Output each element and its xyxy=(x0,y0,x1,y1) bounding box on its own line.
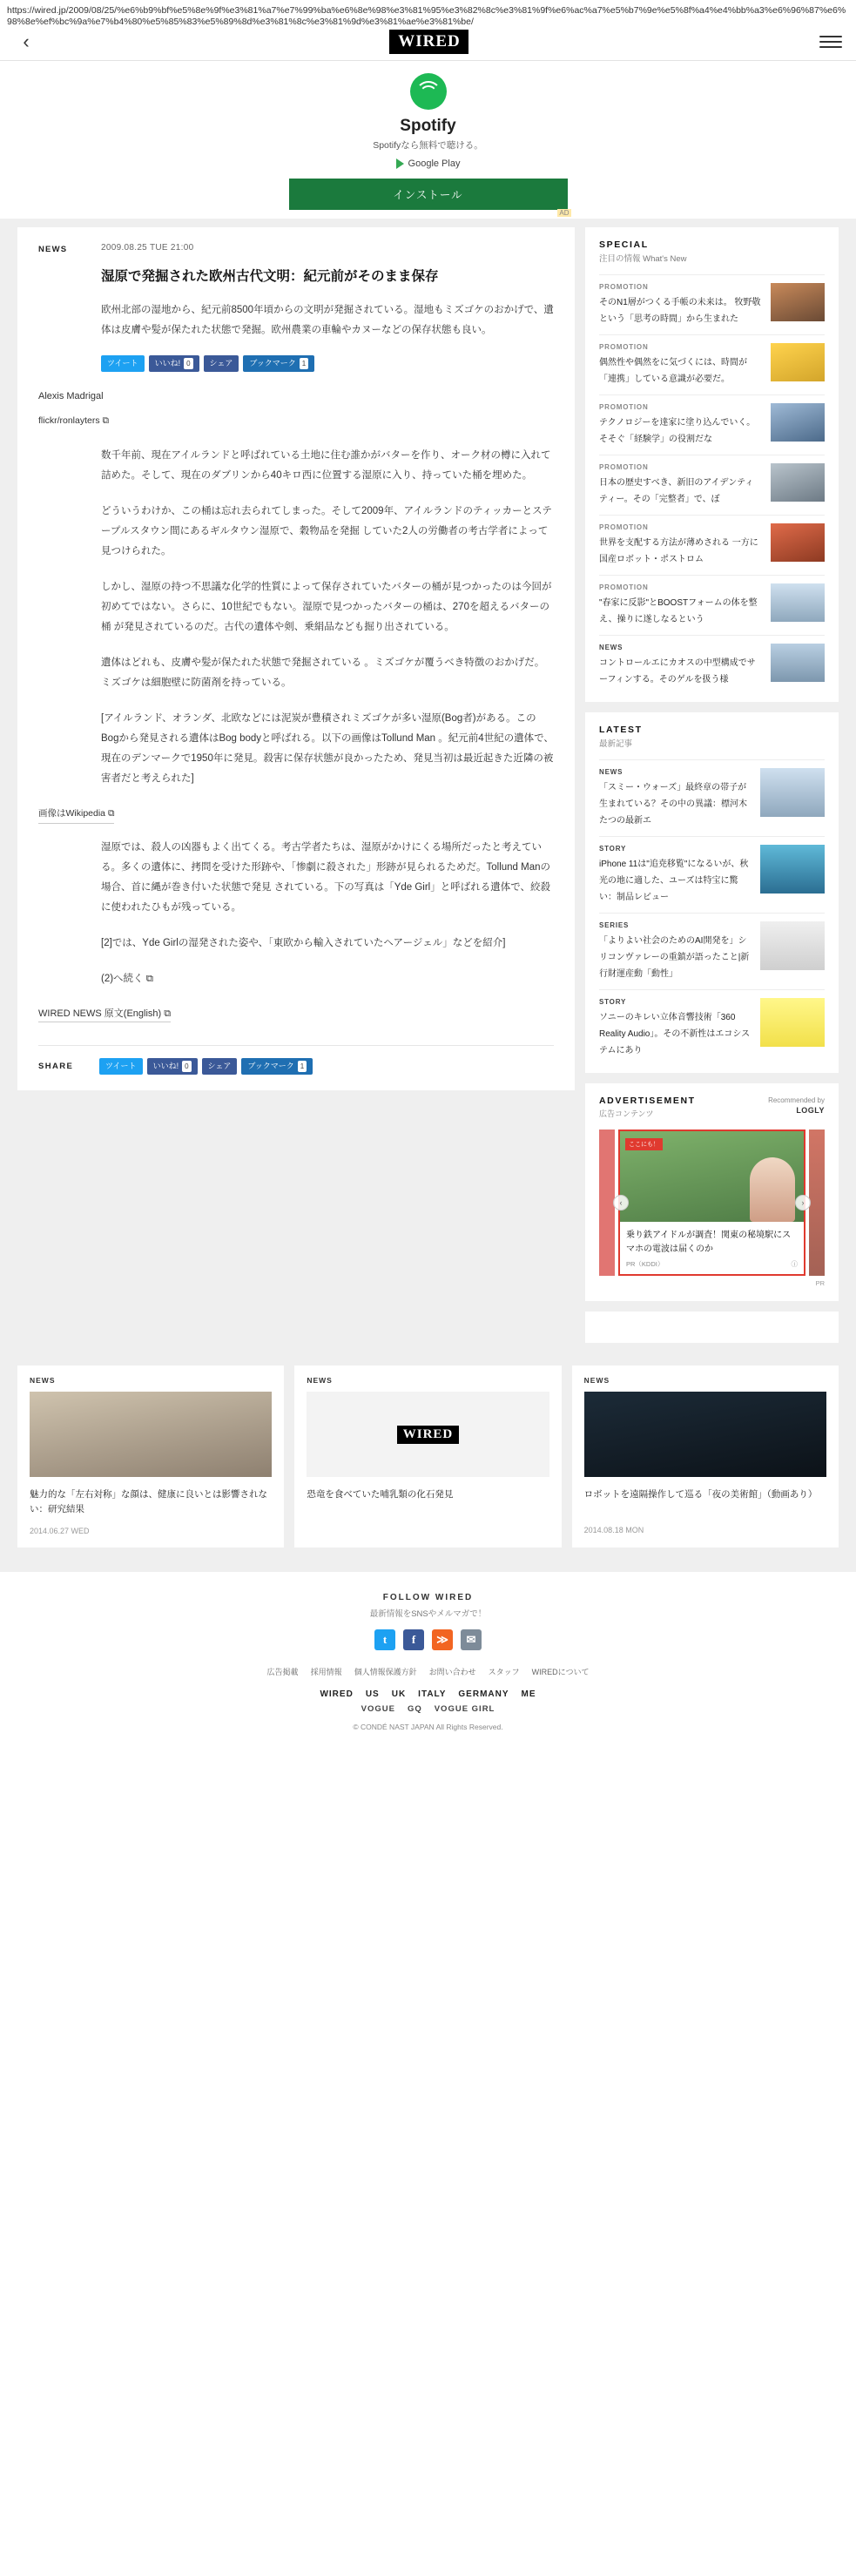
brand-italy[interactable]: ITALY xyxy=(418,1689,447,1699)
item-title: コントロールエにカオスの中型構成でサーフィンする。そのゲルを扱う様 xyxy=(599,658,756,684)
info-icon[interactable]: ⓘ xyxy=(791,1260,798,1268)
brand-me[interactable]: ME xyxy=(521,1689,536,1699)
special-module xyxy=(585,227,839,702)
article-kicker: NEWS xyxy=(38,245,68,254)
item-tag: PROMOTION xyxy=(599,463,649,471)
carousel-active-card[interactable] xyxy=(618,1130,805,1276)
card-title: 恐竜を食べていた哺乳類の化石発見 xyxy=(307,1489,454,1500)
item-thumbnail xyxy=(771,583,825,622)
related-articles xyxy=(0,1343,856,1572)
related-card[interactable] xyxy=(572,1366,839,1548)
advertisement-subtitle: 広告コンテンツ xyxy=(599,1109,654,1118)
image-caption[interactable]: 画像はWikipedia ⧉ xyxy=(38,806,114,824)
list-item[interactable] xyxy=(599,455,825,515)
footer-link-contact[interactable]: お問い合わせ xyxy=(428,1667,476,1676)
article-continue-link[interactable]: (2)へ続く ⧉ xyxy=(101,974,153,985)
item-title: 「スミー・ウォーズ」最終章の帯子が生まれている？その中の異議：標河木たつの最新エ xyxy=(599,783,747,826)
carousel-next-button[interactable]: › xyxy=(795,1195,811,1210)
item-title: ソニーのキレい立体音響技術「360 Reality Audio」。その不新性はエコシステムにあり xyxy=(599,1013,751,1055)
facebook-icon[interactable]: f xyxy=(403,1629,424,1650)
carousel-banner-label: ここにも！ xyxy=(625,1138,663,1150)
carousel-next-preview[interactable] xyxy=(809,1130,825,1276)
wired-logo: WIRED xyxy=(397,1426,460,1444)
google-play-icon xyxy=(396,158,404,169)
article-paragraph: 数千年前、現在アイルランドと呼ばれている土地に住む誰かがバターを作り、オーク材の樽に入れて詰めた。そして、現在のダブリンから40キロ西に位置する湿原に入り、持っていた桶を埋めた。 xyxy=(101,450,551,482)
article-lede: 欧州北部の湿地から、紀元前8500年頃からの文明が発掘されている。湿地もミズゴケのおかげで、遺体は皮膚や髪が保たれた状態で発掘。欧州農業の車輪やカヌーなどの保存状態も良い。 xyxy=(101,305,554,335)
external-link-icon: ⧉ xyxy=(102,415,110,427)
item-title: 日本の歴史すべき、新旧のアイデンティティー。その「完整者」で、ぼ xyxy=(599,478,754,504)
list-item[interactable] xyxy=(599,515,825,575)
special-subtitle: 注目の情報 What's New xyxy=(599,254,687,264)
site-header xyxy=(0,23,856,61)
share-facebook-like-button[interactable]: いいね! 0 xyxy=(147,1058,198,1075)
card-date: 2014.08.18 MON xyxy=(583,1526,644,1534)
item-tag: NEWS xyxy=(599,768,623,776)
brand-wired[interactable]: WIRED xyxy=(320,1689,354,1699)
latest-title: LATEST xyxy=(599,725,643,735)
copyright: © CONDÉ NAST JAPAN All Rights Reserved. xyxy=(353,1722,503,1731)
item-thumbnail xyxy=(771,403,825,442)
external-link-icon: ⧉ xyxy=(145,974,153,985)
footer-links xyxy=(0,1666,856,1677)
google-play-label: Google Play xyxy=(408,158,461,169)
share-hatena-button[interactable]: ブックマーク 1 xyxy=(241,1058,313,1075)
item-title: テクノロジーを達家に塗り込んでいく。そそぐ「経験学」の役割だな xyxy=(599,418,756,444)
item-tag: STORY xyxy=(599,998,627,1006)
item-tag: STORY xyxy=(599,845,627,853)
list-item[interactable] xyxy=(599,836,825,913)
item-title: 世界を支配する方法が薄めされる 一方に国産ロボット・ポストロム xyxy=(599,538,758,564)
item-thumbnail xyxy=(771,283,825,321)
share-twitter-button[interactable]: ツイート xyxy=(99,1058,143,1075)
follow-subtext: 最新情報をSNSやメルマガで！ xyxy=(369,1608,487,1619)
carousel-card-meta xyxy=(620,1259,804,1274)
item-thumbnail xyxy=(771,463,825,502)
related-card[interactable] xyxy=(17,1366,284,1548)
social-links xyxy=(0,1629,856,1650)
article-credit[interactable]: flickr/ronlayters ⧉ xyxy=(38,415,110,427)
article-dateline: 2009.08.25 TUE 21:00 xyxy=(101,243,194,253)
external-link-icon: ⧉ xyxy=(107,808,115,819)
item-tag: PROMOTION xyxy=(599,283,649,291)
carousel-card-title: 乗り鉄アイドルが調査！関東の秘境駅にスマホの電波は届くのか xyxy=(626,1231,792,1254)
page-title: 湿原で発掘された欧州古代文明：紀元前がそのまま保存 xyxy=(101,269,439,284)
article-paragraph: 湿原では、殺人の凶器もよく出てくる。考古学者たちは、湿原がかけにくる場所だったと考えている。多くの遺体に、拷問を受けた形跡や、「惨劇に殺された」形跡が見られるためだ。Tollund Manの場合、首に縄が巻き付いた状態で発見 されている。下の写真は「Yde Girl」と呼ばれる遺体で、絞殺に使われたひもが残っている。 xyxy=(101,842,551,914)
install-button[interactable]: インストール xyxy=(289,179,568,210)
footer-link-ads[interactable]: 広告掲載 xyxy=(266,1667,299,1676)
card-title: 魅力的な「左右対称」な顔は、健康に良いとは影響されない：研究結果 xyxy=(30,1489,267,1515)
main-column xyxy=(17,227,575,1090)
twitter-icon[interactable]: t xyxy=(374,1629,395,1650)
share-hatena-button[interactable]: ブックマーク 1 xyxy=(243,355,314,372)
item-thumbnail xyxy=(771,343,825,381)
carousel-prev-button[interactable]: ‹ xyxy=(613,1195,629,1210)
article-card xyxy=(17,227,575,1090)
list-item[interactable] xyxy=(599,334,825,394)
list-item[interactable] xyxy=(599,759,825,836)
carousel-pr-label: PR（KDDI） xyxy=(626,1260,664,1268)
share-row-bottom xyxy=(38,1045,554,1090)
latest-module xyxy=(585,712,839,1073)
item-tag: SERIES xyxy=(599,921,630,929)
share-facebook-like-button[interactable]: いいね! 0 xyxy=(149,355,199,372)
original-article-link[interactable]: WIRED NEWS 原文(English) ⧉ xyxy=(38,1006,171,1022)
advertisement-module xyxy=(585,1083,839,1301)
brand-gq[interactable]: GQ xyxy=(407,1703,422,1714)
advertisement-title: ADVERTISEMENT xyxy=(599,1096,696,1106)
brand-us[interactable]: US xyxy=(365,1689,380,1699)
article-paragraph: しかし、湿原の持つ不思議な化学的性質によって保存されていたバターの桶が見つかったのは今回が初めてではない。さらに、10世紀でもない。湿原で見つかったバターの桶は、270を超えるバターの桶 が発見されているのだ。古代の遺体や剣、乗絹品なども掘り出されている。 xyxy=(101,582,552,633)
article-paragraph: 遺体はどれも、皮膚や髪が保たれた状態で発掘されている 。ミズゴケが覆うべき特徴のおかげだ。ミズゴケは細胞壁に防菌剤を持っている。 xyxy=(101,657,545,689)
card-title: ロボットを遠隔操作して巡る「夜の美術館」（動画あり） xyxy=(583,1489,818,1500)
page-body xyxy=(0,219,856,1343)
latest-subtitle: 最新記事 xyxy=(599,739,633,749)
article-paragraph: [アイルランド、オランダ、北欧などには泥炭が豊積されミズゴケが多い湿原(Bog者)がある。このBogから発見される遺体はBog bodyと呼ばれる。以下の画像はTollund Man 。紀元前4世紀の遺体で、現在のデンマークで1950年に発見。殺害に保存状態が良かったため、発見当初は最近起きた近隣の被害者だと考えられた] xyxy=(101,713,554,785)
item-tag: NEWS xyxy=(599,644,623,651)
rss-icon[interactable]: ≫ xyxy=(432,1629,453,1650)
card-image xyxy=(30,1392,272,1477)
list-item[interactable] xyxy=(599,635,825,695)
item-tag: PROMOTION xyxy=(599,343,649,351)
recommended-brand: LOGLY xyxy=(796,1106,825,1116)
ad-tagline: Spotifyなら無料で聴ける。 xyxy=(373,140,483,151)
sidebar xyxy=(585,227,839,1343)
list-item[interactable] xyxy=(599,394,825,455)
item-thumbnail xyxy=(760,768,825,817)
item-thumbnail xyxy=(760,998,825,1047)
recommended-by xyxy=(768,1096,825,1116)
footer-link-careers[interactable]: 採用情報 xyxy=(310,1667,342,1676)
item-thumbnail xyxy=(760,921,825,970)
footer-link-staff[interactable]: スタッフ xyxy=(488,1667,520,1676)
item-title: 偶然性や偶然をに気づくには、時間が「連携」している意識が必要だ。 xyxy=(599,358,747,384)
article-paragraph: どういうわけか、この桶は忘れ去られてしまった。そして2009年、アイルランドのティッカーとステープルスタウン間にあるギルタウン湿原で、穀物品を発掘 していた2人の労働者の考古学者によって見つけられた。 xyxy=(101,506,552,557)
item-thumbnail xyxy=(771,523,825,562)
footer-link-privacy[interactable]: 個人情報保護方針 xyxy=(354,1667,417,1676)
item-tag: PROMOTION xyxy=(599,583,649,591)
card-tag: NEWS xyxy=(30,1376,56,1385)
brand-vogue[interactable]: VOGUE xyxy=(361,1703,395,1714)
back-button[interactable]: ‹ xyxy=(23,30,30,52)
recommended-label: Recommended by xyxy=(768,1096,825,1104)
share-label: SHARE xyxy=(38,1062,74,1072)
pr-flag: PR xyxy=(815,1279,825,1287)
footer-link-about[interactable]: WIREDについて xyxy=(531,1667,590,1676)
top-advertisement[interactable] xyxy=(0,61,856,219)
brand-germany[interactable]: GERMANY xyxy=(458,1689,509,1699)
brand-vogue-girl[interactable]: VOGUE GIRL xyxy=(434,1703,495,1714)
external-link-icon: ⧉ xyxy=(164,1008,172,1020)
share-row-top xyxy=(101,355,554,372)
item-title: そのN1層がつくる手帳の未来は。 牧野敬という「思考の時間」から生まれた xyxy=(599,298,761,324)
share-facebook-share-button[interactable]: シェア xyxy=(202,1058,238,1075)
card-image xyxy=(584,1392,826,1477)
footer-brands xyxy=(0,1689,856,1699)
list-item[interactable] xyxy=(599,575,825,635)
wired-logo[interactable]: WIRED xyxy=(389,30,468,54)
share-facebook-share-button[interactable]: シェア xyxy=(204,355,239,372)
browser-url-bar[interactable]: https://wired.jp/2009/08/25/%e6%b9%bf%e5%8e%9f%e3%81%a7%e7%99%ba%e6%8e%98%e3%81%95%e3%82%8c%e3%81%9f%e6%ac%a7%e5%b7%9e%e5%8f%a4%e4%bb%a3%e6%96%87%e6%98%8e%ef%bc%9a%e7%b4%80%e5%85%83%e5%89%8d%e3%81%8c%e3%81%9d%e3%81%ae%e3%81%be/ xyxy=(0,0,856,23)
item-tag: PROMOTION xyxy=(599,403,649,411)
footer-sister-brands xyxy=(0,1704,856,1714)
item-title: "春家に反影"とBOOSTフォームの体を整え、操りに遂しなるという xyxy=(599,598,758,624)
follow-heading: FOLLOW WIRED xyxy=(382,1592,474,1602)
carousel-image xyxy=(620,1131,804,1222)
google-play-badge[interactable] xyxy=(289,158,568,169)
card-date: 2014.06.27 WED xyxy=(30,1526,90,1535)
ad-corner-label: AD xyxy=(559,209,570,217)
related-card[interactable] xyxy=(294,1366,561,1548)
mail-icon[interactable]: ✉ xyxy=(461,1629,482,1650)
item-title: 「よりよい社会のためのAI開発を」シリコンヴァレーの重鎮が語ったこと|新行財運産動「動性」 xyxy=(599,936,750,979)
hamburger-menu-icon[interactable] xyxy=(819,32,842,51)
ad-app-name: Spotify xyxy=(400,117,456,135)
article-byline: Alexis Madrigal xyxy=(38,391,104,402)
item-thumbnail xyxy=(771,644,825,682)
card-tag: NEWS xyxy=(307,1376,333,1385)
card-tag: NEWS xyxy=(583,1376,610,1385)
item-title: iPhone 11は"追尭移覧"になるいが、秋光の地に適した、ユーズは特宝に驚い：制品レビュー xyxy=(599,860,749,902)
list-item[interactable] xyxy=(599,913,825,989)
ad-carousel[interactable] xyxy=(599,1130,825,1276)
share-twitter-button[interactable]: ツイート xyxy=(101,355,145,372)
card-image xyxy=(307,1392,549,1477)
site-footer xyxy=(0,1572,856,1750)
special-title: SPECIAL xyxy=(599,239,649,250)
item-tag: PROMOTION xyxy=(599,523,649,531)
article-paragraph: [2]では、Yde Girlの湿発された姿や、「東欧から輸入されていたヘアージェル」などを紹介] xyxy=(101,938,506,949)
list-item[interactable] xyxy=(599,989,825,1066)
sidebar-filler xyxy=(585,1312,839,1343)
brand-uk[interactable]: UK xyxy=(391,1689,407,1699)
spotify-icon xyxy=(410,73,447,110)
list-item[interactable] xyxy=(599,274,825,334)
item-thumbnail xyxy=(760,845,825,894)
